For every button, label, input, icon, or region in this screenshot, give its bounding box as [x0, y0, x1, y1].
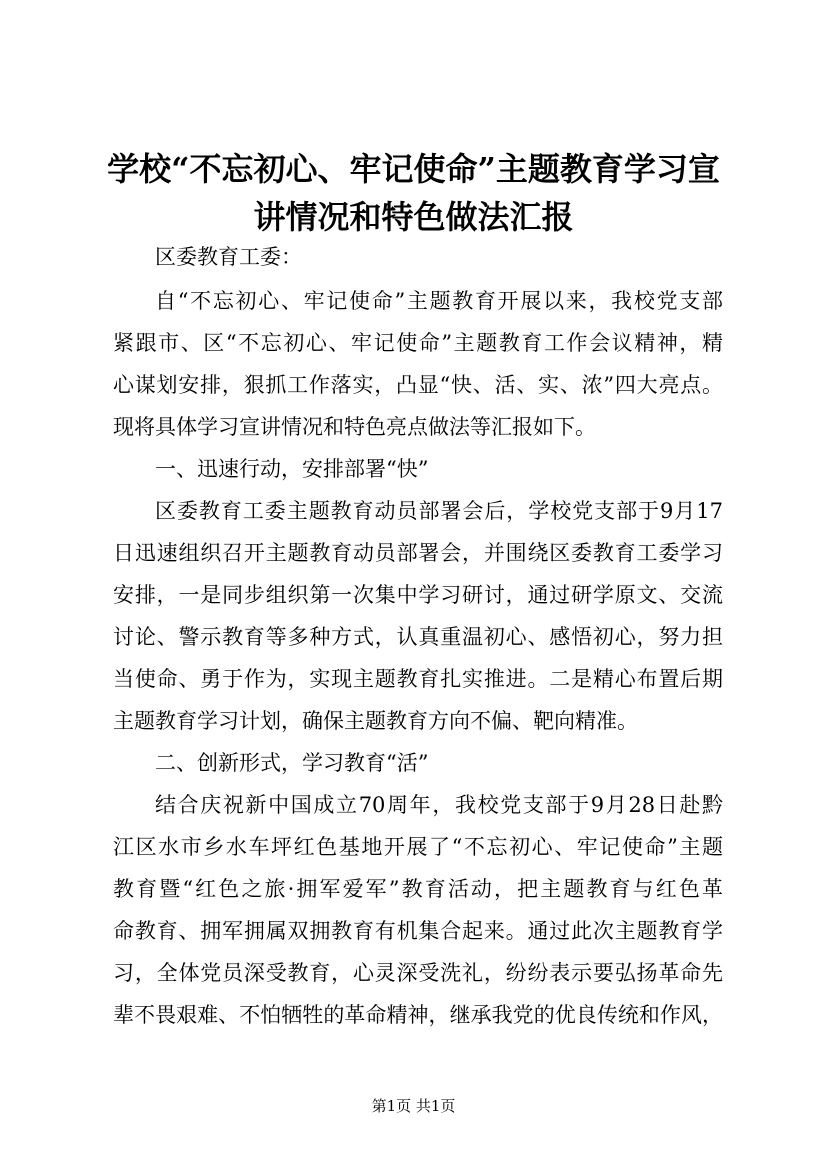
- paragraph-line: 讨论、警示教育等多种方式，认真重温初心、感悟初心，努力担: [113, 625, 723, 649]
- section-heading-2: 二、创新形式，学习教育“活”: [155, 751, 429, 775]
- salutation: 区委教育工委：: [155, 245, 302, 269]
- paragraph-line: 主题教育学习计划，确保主题教育方向不偏、靶向精准。: [113, 709, 638, 733]
- paragraph-line: 教育暨“红色之旅·拥军爱军”教育活动，把主题教育与红色革: [113, 877, 723, 901]
- paragraph-line: 区委教育工委主题教育动员部署会后，学校党支部于9月17: [155, 499, 723, 523]
- paragraph-line: 日迅速组织召开主题教育动员部署会，并围绕区委教育工委学习: [113, 541, 723, 565]
- document-title-line-1: 学校“不忘初心、牢记使命”主题教育学习宣: [107, 150, 720, 188]
- paragraph-line: 习，全体党员深受教育，心灵深受洗礼，纷纷表示要弘扬革命先: [113, 961, 723, 985]
- section-heading-1: 一、迅速行动，安排部署“快”: [155, 457, 429, 481]
- paragraph-line: 江区水市乡水车坪红色基地开展了“不忘初心、牢记使命”主题: [113, 835, 723, 859]
- paragraph-line: 辈不畏艰难、不怕牺牲的革命精神，继承我党的优良传统和作风，: [113, 1003, 723, 1027]
- paragraph-line: 安排，一是同步组织第一次集中学习研讨，通过研学原文、交流: [113, 583, 723, 607]
- paragraph-line: 自“不忘初心、牢记使命”主题教育开展以来，我校党支部: [155, 289, 723, 313]
- paragraph-line: 紧跟市、区“不忘初心、牢记使命”主题教育工作会议精神，精: [113, 331, 723, 355]
- page-footer: 第1页 共1页: [371, 1097, 456, 1115]
- document-title-line-2: 讲情况和特色做法汇报: [253, 198, 574, 236]
- paragraph-line: 结合庆祝新中国成立70周年，我校党支部于9月28日赴黔: [155, 793, 723, 817]
- paragraph-line: 心谋划安排，狠抓工作落实，凸显“快、活、实、浓”四大亮点。: [113, 373, 723, 397]
- paragraph-line: 现将具体学习宣讲情况和特色亮点做法等汇报如下。: [113, 415, 596, 439]
- paragraph-line: 当使命、勇于作为，实现主题教育扎实推进。二是精心布置后期: [113, 667, 723, 691]
- paragraph-line: 命教育、拥军拥属双拥教育有机集合起来。通过此次主题教育学: [113, 919, 723, 943]
